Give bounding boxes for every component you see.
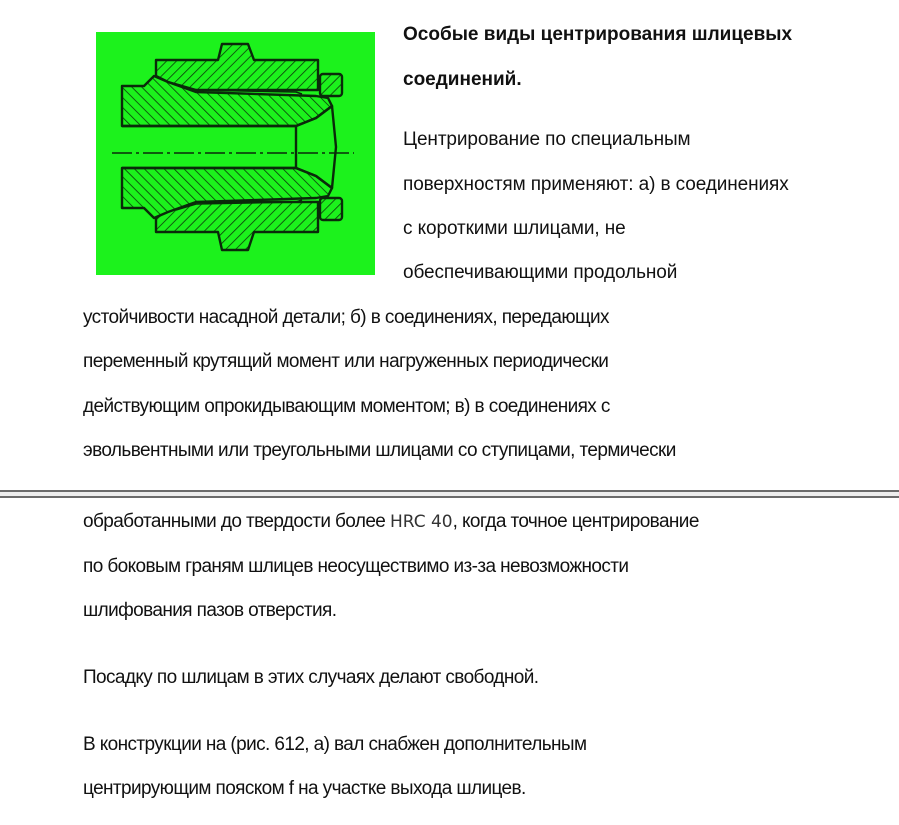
spline-joint-figure	[96, 32, 375, 275]
text-line: Центрирование по специальным	[403, 129, 691, 150]
text-fragment: , когда точное центрирование	[452, 511, 699, 532]
text-line: устойчивости насадной детали; б) в соединениях, передающих	[83, 307, 609, 328]
text-line: эвольвентными или треугольными шлицами со ступицами, термически	[83, 440, 676, 461]
text-line: шлифования пазов отверстия.	[83, 600, 337, 621]
text-line: В конструкции на (рис. 612, а) вал снабжен дополнительным	[83, 734, 587, 755]
text-line	[83, 510, 699, 534]
text-line: по боковым граням шлицев неосуществимо из-за невозможности	[83, 556, 629, 577]
page-break-separator	[0, 490, 899, 498]
text-line: обеспечивающими продольной	[403, 262, 678, 283]
heading-line-2: соединений.	[403, 69, 522, 90]
text-line: поверхностям применяют: а) в соединениях	[403, 174, 789, 195]
paragraph-fit: Посадку по шлицам в этих случаях делают свободной.	[83, 667, 539, 688]
spline-joint-drawing	[96, 32, 375, 275]
text-line: с короткими шлицами, не	[403, 218, 626, 239]
text-line: центрирующим пояском f на участке выхода шлицев.	[83, 778, 526, 799]
text-fragment: обработанными до твердости более	[83, 511, 390, 532]
section-heading	[403, 12, 883, 102]
text-line: действующим опрокидывающим моментом; в) в соединениях с	[83, 396, 610, 417]
text-line: переменный крутящий момент или нагруженных периодически	[83, 351, 609, 372]
heading-line-1: Особые виды центрирования шлицевых	[403, 24, 793, 45]
hrc-value: HRC 40	[389, 512, 453, 532]
